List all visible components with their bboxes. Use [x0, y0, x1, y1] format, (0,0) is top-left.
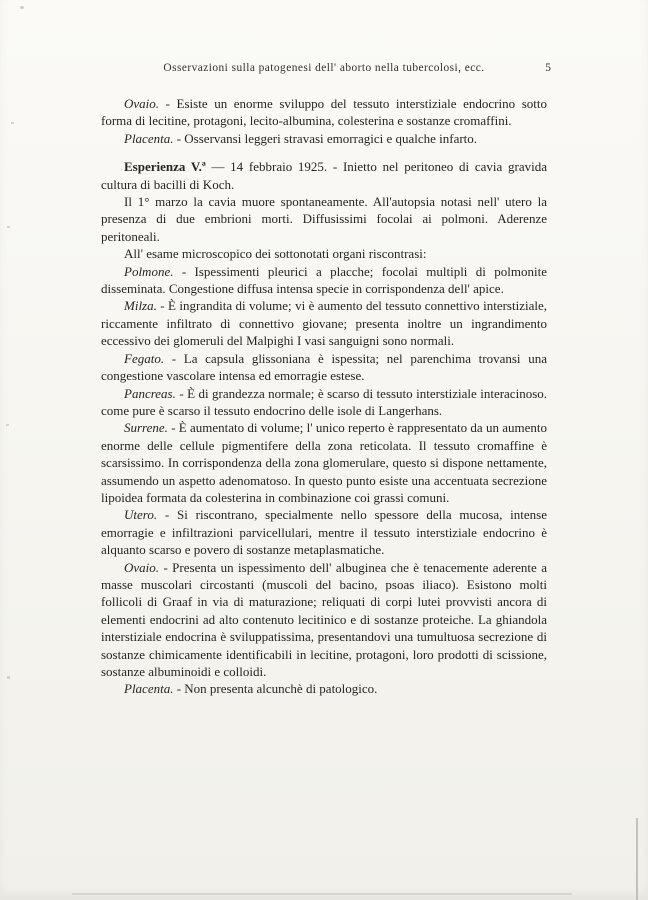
- paragraph: [101, 419, 547, 506]
- paragraph-lead: Utero.: [124, 507, 158, 523]
- paragraph-lead: Ovaio.: [124, 559, 160, 575]
- paragraph-text: - Presenta un ispessimento dell' albuginea che è tenacemente aderente a masse muscolari circostanti (muscoli del bacino, psoas iliaco). Esistono molti follicoli di Graaf in via di maturazione; reliquati di corpi lutei provvisti ancora di elementi endocrini ad alto contenuto lecitinico e di sostanze proteiche. La ghiandola interstiziale endocrina è sviluppatissima, presentandovi una tumultuosa secrezione di sostanze chimicamente identificabili in lecitine, protagoni, loro prodotti di scissione, sostanze albuminoidi e colloidi.: [101, 559, 547, 679]
- running-header-title: Osservazioni sulla patogenesi dell' aborto nella tubercolosi, ecc.: [163, 62, 485, 74]
- paragraph: [101, 680, 547, 697]
- paragraph: [101, 130, 547, 147]
- paragraph-text: - Non presenta alcunchè di patologico.: [173, 681, 378, 697]
- paragraph-lead: Pancreas.: [124, 385, 176, 401]
- paragraph-lead: Surrene.: [124, 420, 168, 436]
- scan-artifact: [7, 676, 10, 679]
- paragraph-text: - È di grandezza normale; è scarso di tessuto interstiziale interacinoso. come pure è scarso il tessuto endocrino delle isole di Langerhans.: [101, 385, 547, 418]
- paragraph: [101, 95, 547, 130]
- paragraph-text: - Osservansi leggeri stravasi emorragici e qualche infarto.: [173, 130, 478, 146]
- paragraph-lead: Placenta.: [124, 130, 174, 146]
- page-number: 5: [545, 62, 551, 74]
- paragraph: [101, 350, 547, 385]
- paragraph-lead: Esperienza V.ª: [124, 159, 206, 175]
- paragraph: [101, 297, 547, 349]
- paragraph-lead: Fegato.: [124, 350, 165, 366]
- running-header: [101, 62, 551, 74]
- scan-artifact: [6, 424, 9, 426]
- paragraph: [101, 506, 547, 558]
- paragraph-lead: Polmone.: [124, 263, 174, 279]
- paragraph-text: - Esiste un enorme sviluppo del tessuto interstiziale endocrino sotto forma di lecitine, protagoni, lecito-albumina, colesterina e sostanze cromaffini.: [101, 96, 547, 129]
- paragraph-text: - Si riscontrano, specialmente nello spessore della mucosa, intense emorragie e infiltrazioni parvicellulari, mentre il tessuto interstiziale endocrino è alquanto scarso e povero di sostanze metaplasmatiche.: [101, 507, 547, 558]
- scan-artifact: [636, 818, 638, 900]
- paragraph: [101, 263, 547, 298]
- scan-artifact: [11, 122, 14, 124]
- paragraph-lead: Placenta.: [124, 681, 174, 697]
- paragraph: [101, 245, 547, 262]
- paragraph-text: Il 1° marzo la cavia muore spontaneamente. All'autopsia notasi nell' utero la presenza di due embrioni morti. Diffusissimi focolai ai polmoni. Aderenze peritoneali.: [101, 194, 547, 244]
- paragraph: [101, 385, 547, 420]
- paragraph-text: - È aumentato di volume; l' unico reperto è rappresentato da un aumento enorme delle cellule pigmentifere della zona reticolata. Il tessuto cromaffine è scarsissimo. In corrispondenza della zona glomerulare, questo si dispone nettamente, assumendo un aspetto adenomatoso. In questo punto esiste una accentuata secrezione lipoidea formata da colesterina in combinazione coi grassi comuni.: [101, 420, 547, 505]
- paragraph-text: - È ingrandita di volume; vi è aumento del tessuto connettivo interstiziale, riccamente infiltrato di connettivo giovane; presenta inoltre un ingrandimento eccessivo dei glomeruli del Malpighi I vasi sanguigni sono normali.: [101, 298, 547, 349]
- paragraph-lead: Ovaio.: [124, 96, 160, 111]
- document-body: [101, 95, 547, 698]
- paragraph: [101, 193, 547, 245]
- text-block: [101, 62, 551, 698]
- paragraph: [101, 158, 547, 193]
- paragraph-lead: Milza.: [124, 298, 157, 314]
- scan-artifact: [72, 893, 572, 895]
- scan-artifact: [20, 6, 24, 9]
- paragraph-text: — 14 febbraio 1925. - Inietto nel peritoneo di cavia gravida cultura di bacilli di Koch.: [101, 159, 547, 192]
- paragraph: [101, 559, 547, 681]
- paragraph-text: All' esame microscopico dei sottonotati organi riscontrasi:: [124, 246, 427, 262]
- paragraph-text: - Ispessimenti pleurici a placche; focolai multipli di polmonite disseminata. Congestione diffusa intensa specie in corrispondenza dell' apice.: [101, 263, 547, 297]
- paragraph-text: - La capsula glissoniana è ispessita; nel parenchima trovansi una congestione vascolare intensa ed emorragie estese.: [101, 350, 547, 384]
- scan-artifact: [7, 226, 10, 228]
